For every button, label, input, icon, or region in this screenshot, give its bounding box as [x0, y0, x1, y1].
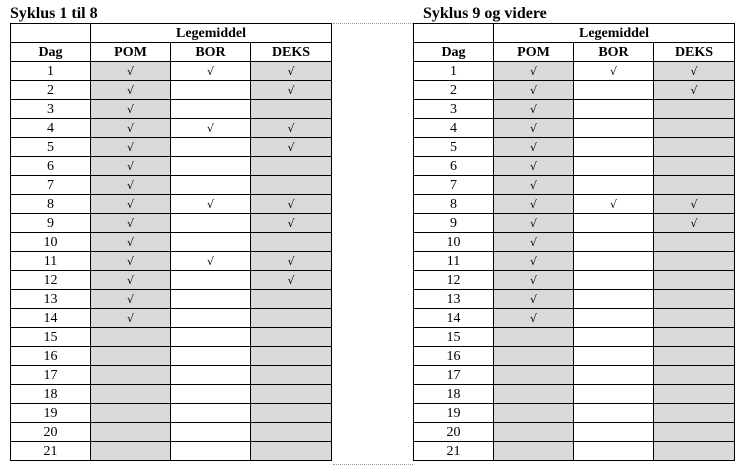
check-mark-icon: √: [287, 254, 295, 268]
check-mark-icon: √: [529, 235, 537, 249]
pom-cell: [494, 138, 574, 157]
table-row: [11, 233, 332, 252]
pom-cell: [494, 423, 574, 442]
day-cell: 9: [11, 214, 91, 233]
bor-cell: [171, 442, 251, 461]
pom-cell: [91, 62, 171, 81]
day-cell: 17: [11, 366, 91, 385]
table-row: [414, 119, 735, 138]
pom-cell: [494, 271, 574, 290]
table-row: [11, 81, 332, 100]
bor-cell: [171, 423, 251, 442]
bor-cell: [171, 214, 251, 233]
check-mark-icon: √: [690, 197, 698, 211]
check-mark-icon: √: [206, 254, 214, 268]
check-mark-icon: √: [529, 83, 537, 97]
day-cell: 15: [11, 328, 91, 347]
pom-cell: [494, 442, 574, 461]
check-mark-icon: √: [126, 197, 134, 211]
day-cell: 2: [414, 81, 494, 100]
deks-cell: [251, 328, 332, 347]
day-cell: 3: [414, 100, 494, 119]
deks-cell: [251, 100, 332, 119]
pom-cell: [494, 328, 574, 347]
deks-cell: [654, 157, 735, 176]
check-mark-icon: √: [287, 140, 295, 154]
deks-cell: [251, 62, 332, 81]
day-cell: 8: [11, 195, 91, 214]
bor-cell: [171, 347, 251, 366]
deks-cell: [654, 423, 735, 442]
bor-cell: [574, 347, 654, 366]
deks-cell: [654, 214, 735, 233]
pom-cell: [494, 157, 574, 176]
pom-cell: [494, 119, 574, 138]
column-header-dag: Dag: [414, 43, 494, 62]
check-mark-icon: √: [529, 159, 537, 173]
day-cell: 2: [11, 81, 91, 100]
check-mark-icon: √: [529, 121, 537, 135]
check-mark-icon: √: [126, 254, 134, 268]
deks-cell: [654, 309, 735, 328]
table-row: [11, 214, 332, 233]
pom-cell: [494, 233, 574, 252]
pom-cell: [91, 385, 171, 404]
day-cell: 20: [11, 423, 91, 442]
bor-cell: [171, 385, 251, 404]
group-header: Legemiddel: [494, 24, 735, 43]
bor-cell: [574, 385, 654, 404]
table-row: [11, 271, 332, 290]
day-cell: 3: [11, 100, 91, 119]
column-header-deks: DEKS: [654, 43, 735, 62]
check-mark-icon: √: [529, 216, 537, 230]
pom-cell: [91, 271, 171, 290]
bor-cell: [574, 271, 654, 290]
deks-cell: [251, 423, 332, 442]
table-body: [11, 62, 332, 461]
bor-cell: [574, 328, 654, 347]
check-mark-icon: √: [287, 83, 295, 97]
pom-cell: [91, 442, 171, 461]
check-mark-icon: √: [126, 292, 134, 306]
day-cell: 5: [11, 138, 91, 157]
table-row: [11, 442, 332, 461]
column-header-bor: BOR: [171, 43, 251, 62]
table-row: [11, 62, 332, 81]
deks-cell: [654, 176, 735, 195]
day-cell: 13: [11, 290, 91, 309]
bor-cell: [171, 195, 251, 214]
pom-cell: [91, 157, 171, 176]
pom-cell: [91, 233, 171, 252]
check-mark-icon: √: [126, 121, 134, 135]
bor-cell: [574, 157, 654, 176]
bor-cell: [574, 309, 654, 328]
day-cell: 17: [414, 366, 494, 385]
pom-cell: [91, 423, 171, 442]
table-row: [414, 404, 735, 423]
bor-cell: [574, 423, 654, 442]
deks-cell: [654, 347, 735, 366]
day-cell: 7: [11, 176, 91, 195]
table-title-cycle-1-8: Syklus 1 til 8: [10, 5, 98, 22]
day-cell: 14: [414, 309, 494, 328]
bor-cell: [171, 138, 251, 157]
day-cell: 10: [11, 233, 91, 252]
table-row: [414, 309, 735, 328]
table-row: [11, 157, 332, 176]
bor-cell: [171, 290, 251, 309]
bor-cell: [171, 100, 251, 119]
deks-cell: [251, 366, 332, 385]
table-row: [414, 442, 735, 461]
check-mark-icon: √: [529, 292, 537, 306]
check-mark-icon: √: [126, 64, 134, 78]
deks-cell: [251, 271, 332, 290]
bor-cell: [574, 233, 654, 252]
day-cell: 21: [414, 442, 494, 461]
deks-cell: [251, 157, 332, 176]
deks-cell: [251, 138, 332, 157]
bor-cell: [171, 271, 251, 290]
deks-cell: [654, 195, 735, 214]
check-mark-icon: √: [126, 140, 134, 154]
day-cell: 15: [414, 328, 494, 347]
day-cell: 5: [414, 138, 494, 157]
day-cell: 16: [11, 347, 91, 366]
bor-cell: [171, 328, 251, 347]
table-row: [11, 100, 332, 119]
table-row: [414, 328, 735, 347]
pom-cell: [91, 138, 171, 157]
pom-cell: [91, 309, 171, 328]
deks-cell: [654, 385, 735, 404]
bor-cell: [171, 119, 251, 138]
table-row: [11, 366, 332, 385]
check-mark-icon: √: [690, 83, 698, 97]
pom-cell: [494, 385, 574, 404]
check-mark-icon: √: [529, 273, 537, 287]
day-cell: 11: [11, 252, 91, 271]
dotted-connector-bottom: [333, 464, 413, 465]
deks-cell: [654, 366, 735, 385]
table-row: [414, 290, 735, 309]
check-mark-icon: √: [529, 311, 537, 325]
deks-cell: [654, 290, 735, 309]
check-mark-icon: √: [126, 235, 134, 249]
deks-cell: [251, 233, 332, 252]
bor-cell: [574, 252, 654, 271]
day-cell: 20: [414, 423, 494, 442]
check-mark-icon: √: [609, 64, 617, 78]
pom-cell: [494, 214, 574, 233]
check-mark-icon: √: [287, 197, 295, 211]
column-header-pom: POM: [494, 43, 574, 62]
deks-cell: [251, 347, 332, 366]
bor-cell: [171, 176, 251, 195]
table-row: [11, 290, 332, 309]
pom-cell: [494, 290, 574, 309]
table-row: [414, 138, 735, 157]
pom-cell: [494, 100, 574, 119]
table-row: [11, 328, 332, 347]
column-header-deks: DEKS: [251, 43, 332, 62]
check-mark-icon: √: [529, 178, 537, 192]
bor-cell: [574, 62, 654, 81]
bor-cell: [574, 366, 654, 385]
deks-cell: [251, 404, 332, 423]
deks-cell: [654, 252, 735, 271]
pom-cell: [494, 62, 574, 81]
schedule-table-cycle-1-8: [10, 23, 332, 461]
pom-cell: [494, 81, 574, 100]
pom-cell: [91, 176, 171, 195]
day-cell: 1: [414, 62, 494, 81]
deks-cell: [251, 214, 332, 233]
day-cell: 4: [11, 119, 91, 138]
pom-cell: [494, 252, 574, 271]
bor-cell: [171, 366, 251, 385]
day-cell: 6: [414, 157, 494, 176]
pom-cell: [91, 328, 171, 347]
day-cell: 19: [414, 404, 494, 423]
bor-cell: [574, 138, 654, 157]
bor-cell: [171, 309, 251, 328]
table-row: [414, 423, 735, 442]
pom-cell: [91, 366, 171, 385]
day-cell: 18: [11, 385, 91, 404]
check-mark-icon: √: [287, 121, 295, 135]
deks-cell: [251, 442, 332, 461]
table-row: [414, 214, 735, 233]
table-row: [414, 385, 735, 404]
day-cell: 14: [11, 309, 91, 328]
table-row: [414, 366, 735, 385]
header-blank-cell: [11, 24, 91, 43]
deks-cell: [251, 385, 332, 404]
table-title-cycle-9-plus: Syklus 9 og videre: [423, 5, 547, 22]
pom-cell: [494, 309, 574, 328]
day-cell: 8: [414, 195, 494, 214]
check-mark-icon: √: [287, 216, 295, 230]
bor-cell: [171, 157, 251, 176]
deks-cell: [251, 290, 332, 309]
table-row: [414, 347, 735, 366]
pom-cell: [494, 347, 574, 366]
day-cell: 10: [414, 233, 494, 252]
pom-cell: [91, 214, 171, 233]
bor-cell: [574, 81, 654, 100]
check-mark-icon: √: [206, 64, 214, 78]
day-cell: 16: [414, 347, 494, 366]
bor-cell: [171, 62, 251, 81]
check-mark-icon: √: [529, 197, 537, 211]
table-row: [414, 252, 735, 271]
check-mark-icon: √: [287, 64, 295, 78]
deks-cell: [654, 271, 735, 290]
day-cell: 13: [414, 290, 494, 309]
check-mark-icon: √: [287, 273, 295, 287]
pom-cell: [494, 195, 574, 214]
deks-cell: [251, 81, 332, 100]
bor-cell: [171, 404, 251, 423]
day-cell: 21: [11, 442, 91, 461]
bor-cell: [574, 195, 654, 214]
header-blank-cell: [414, 24, 494, 43]
deks-cell: [654, 81, 735, 100]
day-cell: 12: [11, 271, 91, 290]
check-mark-icon: √: [126, 102, 134, 116]
bor-cell: [574, 442, 654, 461]
table-row: [414, 62, 735, 81]
day-cell: 6: [11, 157, 91, 176]
check-mark-icon: √: [126, 216, 134, 230]
day-cell: 12: [414, 271, 494, 290]
table-row: [414, 176, 735, 195]
pom-cell: [494, 404, 574, 423]
deks-cell: [654, 442, 735, 461]
check-mark-icon: √: [529, 64, 537, 78]
deks-cell: [251, 176, 332, 195]
check-mark-icon: √: [529, 254, 537, 268]
deks-cell: [654, 119, 735, 138]
bor-cell: [574, 214, 654, 233]
pom-cell: [91, 252, 171, 271]
table-row: [414, 157, 735, 176]
check-mark-icon: √: [126, 83, 134, 97]
pom-cell: [91, 347, 171, 366]
check-mark-icon: √: [690, 216, 698, 230]
table-row: [11, 176, 332, 195]
column-header-pom: POM: [91, 43, 171, 62]
day-cell: 9: [414, 214, 494, 233]
table-row: [11, 404, 332, 423]
check-mark-icon: √: [126, 178, 134, 192]
day-cell: 18: [414, 385, 494, 404]
table-row: [414, 81, 735, 100]
dotted-connector-top: [333, 23, 413, 24]
column-header-dag: Dag: [11, 43, 91, 62]
check-mark-icon: √: [126, 159, 134, 173]
pom-cell: [91, 404, 171, 423]
deks-cell: [654, 404, 735, 423]
deks-cell: [251, 309, 332, 328]
table-row: [414, 100, 735, 119]
deks-cell: [654, 328, 735, 347]
bor-cell: [171, 233, 251, 252]
pom-cell: [91, 195, 171, 214]
check-mark-icon: √: [609, 197, 617, 211]
table-body: [414, 62, 735, 461]
check-mark-icon: √: [529, 102, 537, 116]
check-mark-icon: √: [126, 273, 134, 287]
bor-cell: [574, 176, 654, 195]
table-row: [11, 385, 332, 404]
table-row: [11, 195, 332, 214]
deks-cell: [654, 138, 735, 157]
group-header: Legemiddel: [91, 24, 332, 43]
table-row: [414, 233, 735, 252]
pom-cell: [91, 100, 171, 119]
pom-cell: [91, 290, 171, 309]
table-row: [11, 309, 332, 328]
bor-cell: [574, 290, 654, 309]
table-row: [11, 138, 332, 157]
day-cell: 7: [414, 176, 494, 195]
bor-cell: [171, 252, 251, 271]
deks-cell: [654, 233, 735, 252]
bor-cell: [574, 404, 654, 423]
deks-cell: [654, 62, 735, 81]
check-mark-icon: √: [690, 64, 698, 78]
table-row: [414, 195, 735, 214]
table-row: [11, 252, 332, 271]
bor-cell: [171, 81, 251, 100]
check-mark-icon: √: [206, 197, 214, 211]
deks-cell: [654, 100, 735, 119]
day-cell: 4: [414, 119, 494, 138]
table-row: [414, 271, 735, 290]
column-header-bor: BOR: [574, 43, 654, 62]
pom-cell: [91, 81, 171, 100]
bor-cell: [574, 100, 654, 119]
table-row: [11, 347, 332, 366]
table-row: [11, 423, 332, 442]
deks-cell: [251, 195, 332, 214]
schedule-table-cycle-9-plus: [413, 23, 735, 461]
table-row: [11, 119, 332, 138]
day-cell: 11: [414, 252, 494, 271]
pom-cell: [494, 366, 574, 385]
day-cell: 19: [11, 404, 91, 423]
deks-cell: [251, 252, 332, 271]
pom-cell: [494, 176, 574, 195]
check-mark-icon: √: [206, 121, 214, 135]
day-cell: 1: [11, 62, 91, 81]
bor-cell: [574, 119, 654, 138]
check-mark-icon: √: [529, 140, 537, 154]
pom-cell: [91, 119, 171, 138]
deks-cell: [251, 119, 332, 138]
check-mark-icon: √: [126, 311, 134, 325]
